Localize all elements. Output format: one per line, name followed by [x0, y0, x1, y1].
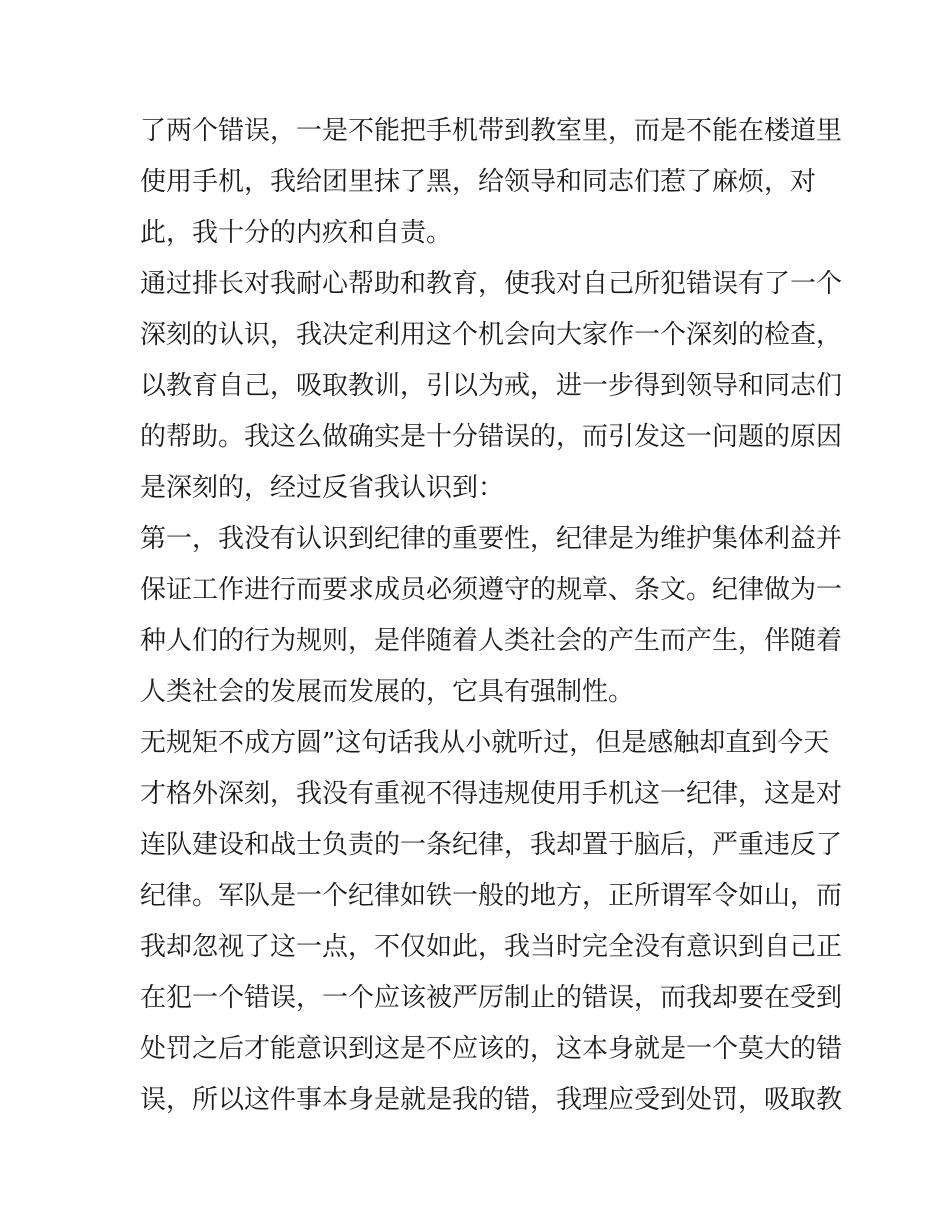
text-line-11: 种人们的行为规则，是伴随着人类社会的产生而产生，伴随着 — [140, 626, 843, 656]
text-line-1: 了两个错误，一是不能把手机带到教室里，而是不能在楼道里 — [140, 116, 843, 146]
text-line-13: 无规矩不成方圆”这句话我从小就听过，但是感触却直到今天 — [140, 728, 830, 758]
text-line-20: 误，所以这件事本身是就是我的错，我理应受到处罚，吸取教 — [140, 1085, 843, 1115]
text-line-12: 人类社会的发展而发展的，它具有强制性。 — [140, 677, 635, 707]
body-text — [140, 106, 843, 1126]
text-line-2: 使用手机，我给团里抹了黑，给领导和同志们惹了麻烦，对 — [140, 167, 817, 197]
text-line-5: 深刻的认识，我决定利用这个机会向大家作一个深刻的检查， — [140, 320, 843, 350]
text-line-7: 的帮助。我这么做确实是十分错误的，而引发这一问题的原因 — [140, 422, 843, 452]
text-line-8: 是深刻的，经过反省我认识到： — [140, 473, 505, 503]
text-line-19: 处罚之后才能意识到这是不应该的，这本身就是一个莫大的错 — [140, 1034, 843, 1064]
text-line-16: 纪律。军队是一个纪律如铁一般的地方，正所谓军令如山，而 — [140, 881, 843, 911]
text-line-14: 才格外深刻，我没有重视不得违规使用手机这一纪律，这是对 — [140, 779, 843, 809]
text-line-6: 以教育自己，吸取教训，引以为戒，进一步得到领导和同志们 — [140, 371, 843, 401]
text-line-15: 连队建设和战士负责的一条纪律，我却置于脑后，严重违反了 — [140, 830, 843, 860]
text-line-9: 第一，我没有认识到纪律的重要性，纪律是为维护集体利益并 — [140, 524, 843, 554]
text-line-17: 我却忽视了这一点，不仅如此，我当时完全没有意识到自己正 — [140, 932, 843, 962]
text-line-4: 通过排长对我耐心帮助和教育，使我对自己所犯错误有了一个 — [140, 269, 843, 299]
text-line-10: 保证工作进行而要求成员必须遵守的规章、条文。纪律做为一 — [140, 575, 843, 605]
text-line-3: 此，我十分的内疚和自责。 — [140, 218, 453, 248]
text-line-18: 在犯一个错误，一个应该被严厉制止的错误，而我却要在受到 — [140, 983, 843, 1013]
